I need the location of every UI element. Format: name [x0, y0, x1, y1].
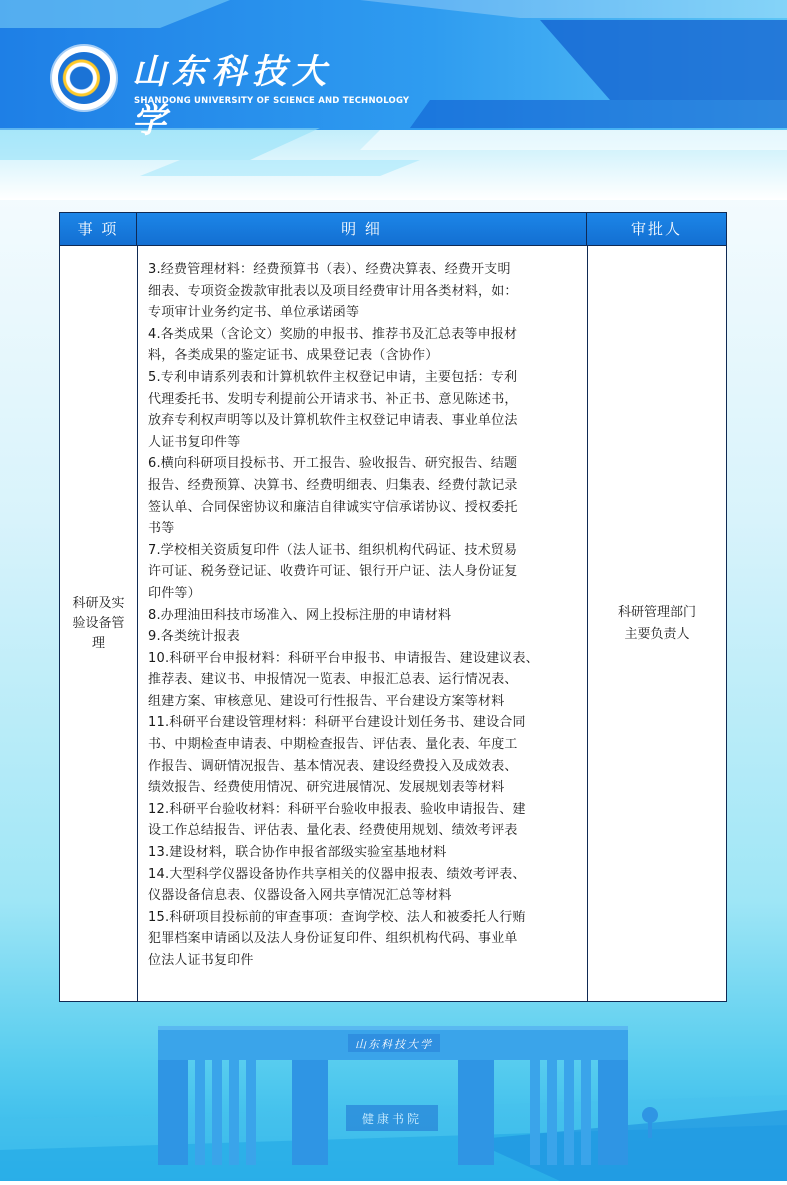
header-banner	[0, 0, 787, 200]
stone-text: 健康书院	[361, 1112, 423, 1126]
detail-line: 印件等）	[148, 585, 201, 601]
approval-table	[59, 212, 727, 1002]
detail-line: 14.大型科学仪器设备协作共享相关的仪器申报表、绩效考评表、	[148, 866, 526, 882]
detail-line: 3.经费管理材料：经费预算书（表）、经费决算表、经费开支明	[148, 262, 511, 277]
detail-line: 报告、经费预算、决算书、经费明细表、归集表、经费付款记录	[148, 477, 518, 493]
detail-line: 15.科研项目投标前的审查事项：查询学校、法人和被委托人行贿	[148, 909, 526, 925]
item-cell	[60, 246, 137, 1002]
detail-line: 5.专利申请系列表和计算机软件主权登记申请，主要包括：专利	[148, 369, 518, 385]
detail-line: 犯罪档案申请函以及法人身份证复印件、组织机构代码、事业单	[148, 931, 518, 947]
detail-line: 8.办理油田科技市场准入、网上投标注册的申请材料	[148, 607, 452, 623]
university-name: 山东科技大学	[132, 52, 332, 141]
detail-line: 7.学校相关资质复印件（法人证书、组织机构代码证、技术贸易	[148, 542, 518, 558]
detail-line: 书等	[148, 521, 175, 537]
detail-line: 作报告、调研情况报告、基本情况表、建设经费投入及成效表、	[148, 758, 518, 774]
detail-line: 6.横向科研项目投标书、开工报告、验收报告、研究报告、结题	[148, 456, 518, 472]
university-name-en: SHANDONG UNIVERSITY OF SCIENCE AND TECHNOLOGY	[134, 96, 410, 106]
column-divider	[137, 245, 138, 1001]
detail-line: 放弃专利权声明等以及计算机软件主权登记申请表、事业单位法	[148, 413, 518, 429]
detail-line: 仪器设备信息表、仪器设备入网共享情况汇总等材料	[148, 888, 452, 904]
detail-line: 料，各类成果的鉴定证书、成果登记表（含协作）	[148, 348, 439, 364]
header-cell-detail: 明 细	[137, 213, 587, 245]
detail-cell	[148, 259, 584, 972]
campus-gate-illustration	[0, 1000, 787, 1181]
detail-line: 13.建设材料，联合协作申报省部级实验室基地材料	[148, 845, 447, 861]
detail-line: 专项审计业务约定书、单位承诺函等	[148, 305, 360, 321]
detail-line: 设工作总结报告、评估表、量化表、经费使用规划、绩效考评表	[148, 823, 518, 839]
detail-line: 许可证、税务登记证、收费许可证、银行开户证、法人身份证复	[148, 564, 518, 580]
detail-line: 9.各类统计报表	[148, 629, 241, 645]
detail-line: 绩效报告、经费使用情况、研究进展情况、发展规划表等材料	[148, 780, 505, 796]
detail-line: 代理委托书、发明专利提前公开请求书、补正书、意见陈述书，	[148, 391, 518, 407]
detail-line: 位法人证书复印件	[148, 953, 254, 968]
header-cell-approver: 审批人	[587, 213, 726, 245]
approver-text-line: 主要负责人	[624, 627, 690, 642]
gate-sign-text: 山东科技大学	[355, 1038, 433, 1051]
university-emblem-icon	[52, 46, 116, 110]
detail-line: 11.科研平台建设管理材料：科研平台建设计划任务书、建设合同	[148, 715, 526, 731]
item-text-line: 科研及实	[72, 596, 125, 611]
detail-line: 推荐表、建议书、申报情况一览表、申报汇总表、运行情况表、	[148, 672, 518, 688]
detail-line: 4.各类成果（含论文）奖励的申报书、推荐书及汇总表等申报材	[148, 326, 518, 342]
university-logo	[52, 40, 410, 141]
detail-line: 10.科研平台申报材料：科研平台申报书、申请报告、建设建议表、	[148, 650, 539, 666]
detail-line: 细表、专项资金拨款审批表以及项目经费审计用各类材料，如：	[148, 283, 518, 299]
item-text-line: 验设备管	[72, 616, 125, 631]
detail-line: 人证书复印件等	[148, 434, 241, 450]
gate-svg	[0, 1000, 787, 1181]
detail-line: 12.科研平台验收材料：科研平台验收申报表、验收申请报告、建	[148, 801, 526, 817]
detail-line: 组建方案、审核意见、建设可行性报告、平台建设方案等材料	[148, 693, 505, 709]
approver-text-line: 科研管理部门	[617, 605, 696, 620]
detail-line: 签认单、合同保密协议和廉洁自律诚实守信承诺协议、授权委托	[148, 499, 518, 515]
item-text-line: 理	[91, 636, 105, 651]
approver-cell	[588, 246, 726, 1002]
header-cell-item: 事 项	[60, 213, 137, 245]
detail-line: 书、中期检查申请表、中期检查报告、评估表、量化表、年度工	[148, 737, 518, 753]
